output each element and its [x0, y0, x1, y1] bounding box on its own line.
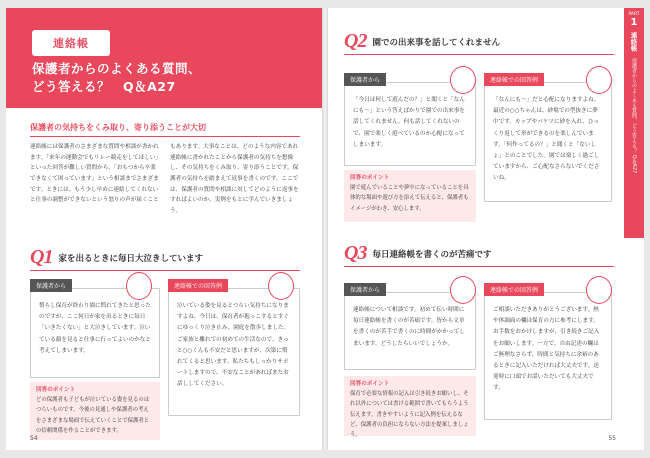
q2-answer-text: 「なんにも〜」だと心配になりますよね。最近の○○ちゃんは、砂場での型抜きに夢中です。カップやバケツに砂を入れ、ひっくり返して形ができるのを楽しんでいます。「何作ってるの？」と聞くと「ないしょ」とのことでした。園では楽しく過ごしていますから、ご心配なさらないでくださいね。	[493, 97, 600, 182]
q2-answer-card	[484, 77, 612, 202]
q1-heading	[30, 246, 203, 269]
intro-text	[30, 142, 300, 216]
q3-answer-card	[484, 287, 612, 420]
parent-avatar-icon	[126, 272, 152, 300]
q1-question: 家を出るときに毎日大泣きしています	[58, 253, 203, 264]
q1-point-label: 回答のポイント	[36, 387, 76, 393]
parent-avatar-icon	[450, 66, 476, 94]
q2-point-box	[344, 170, 476, 222]
teacher-avatar-icon	[586, 66, 612, 94]
q3-mark: Q3	[344, 242, 367, 264]
right-page	[328, 8, 644, 450]
title-line-1: 保護者からのよくある質問、	[32, 61, 202, 76]
q1-parent-text: 慣らし保育が終わり園に慣れてきたと思ったのですが、ここ何日か家を出るときに毎日「いきたくない」と大泣きしています。泣いている顔を見ると仕事に行ってよいのかなと考えてしまいます。	[39, 303, 151, 354]
q1-answer-text: 泣いている姿を見るとつらい気持ちになりますよね。今日は、保育者が抱っこするとすぐにゆっくり泣き止み、園庭を散歩しました。ご家族と離れての初めての生活なので、きっと○○くんも不安だと思いますが、次第に慣れてくると思います。私たちもしっかりサポートしますので、不安なことがあればまたお話ししてください。	[177, 303, 290, 388]
q3-point-box	[344, 376, 476, 439]
q1-parent-label: 保護者から	[30, 279, 72, 292]
lead-heading: 保護者の気持ちをくみ取り、寄り添うことが大切	[30, 122, 300, 137]
q2-question: 園での出来事を話してくれません	[372, 37, 500, 48]
q2-point-text: 園で遊んでいることや夢中になっていることを具体的な場面や遊び方を添えて伝えると、保護者もイメージがわき、安心します。	[350, 185, 469, 212]
q2-divider	[344, 54, 614, 55]
q2-parent-label: 保護者から	[344, 73, 386, 86]
q3-divider	[344, 266, 614, 267]
teacher-avatar-icon	[268, 272, 294, 300]
q3-point-text: 保育で必要な情報の記入は引き続きお願いし、それ以外については書ける範囲で書いてもらうよう伝えます。書きやすいように記入例を伝えるなど、保護者の負担にならない方法を提案しましょう。	[350, 391, 469, 439]
title-line-2: どう答える？ Q＆A27	[32, 79, 176, 95]
q2-heading	[344, 30, 500, 53]
q3-parent-card	[344, 287, 476, 370]
parent-avatar-icon	[450, 276, 476, 304]
intro-column-2: もあります。大事なことは、どのような内容であれ連絡帳に書かれたことから保護者の気持ちを想像し、その気持ちをくみ取り、寄り添うことです。保護者の気持ちを踏まえて返事を書くのです。ここでは、保護者の質問や相談に対してどのように返事をすればよいのか、実例をもとに学んでいきましょう。	[170, 144, 299, 214]
page-number: 55	[608, 435, 616, 442]
side-part-number: 1	[630, 17, 638, 28]
q3-parent-text: 連絡帳について相談です。初めて伝い時間に毎日連絡帳を書くのが苦痛です。皆から文章を書くのが苦手で書くのに時間がかかってしまいます。どうしたらいいでしょうか。	[353, 307, 465, 347]
q3-parent-label: 保護者から	[344, 283, 386, 296]
q3-heading	[344, 242, 491, 265]
page-number: 54	[30, 435, 38, 442]
q2-parent-text: 「今日は何して遊んだの？」と聞くと「なんにも〜」という答えばかりで園での出来事を話してくれません。何も話してくれないので、園で楽しく遊べているのか心配になってしまいます。	[353, 97, 465, 148]
q1-divider	[30, 270, 300, 271]
side-title: 保護者からのよくある質問、どう答える？ Q＆A27	[631, 57, 637, 173]
q2-parent-card	[344, 77, 476, 166]
q2-mark: Q2	[344, 30, 367, 52]
q3-answer-text: ご相談いただきありがとうございます。熱や体調面の欄は保育の方に参考にします。お手数をおかけしますが、引き続きご記入をお願いします。一方で、自由記述の欄はご無理なさらず、時間と気持ちに余裕のあるときに記入いただければ大丈夫です。送迎時に口頭でお話いただいても大丈夫です。	[493, 307, 600, 392]
q2-point-label: 回答のポイント	[350, 175, 390, 181]
q1-point-box	[30, 382, 160, 440]
page-title	[32, 60, 312, 96]
q1-answer-label: 連絡帳での回答例	[168, 279, 228, 292]
side-part-label: PART	[628, 12, 640, 17]
side-category: 連絡帳	[629, 32, 638, 52]
category-tab: 連絡帳	[32, 30, 110, 56]
q2-answer-label: 連絡帳での回答例	[484, 73, 544, 86]
chapter-side-tab	[624, 8, 644, 238]
q1-parent-card	[30, 283, 160, 378]
intro-column-1: 連絡帳には保護者のさまざまな質問や相談が書かれます。「来年の運動会でもリレー競走をしてほしい」といった回答が難しい質問から、「おもつから卒業できなくて困っています」という相談までさまざまです。ときには、もう少し早めに連絡してくれないと仕事の調整ができないという怒りの声が届くこと	[30, 144, 159, 204]
title-banner	[6, 8, 322, 108]
q3-point-label: 回答のポイント	[350, 381, 390, 387]
q1-mark: Q1	[30, 246, 53, 268]
q1-answer-card	[168, 283, 300, 416]
teacher-avatar-icon	[586, 276, 612, 304]
q3-question: 毎日連絡帳を書くのが苦痛です	[372, 249, 492, 260]
q1-point-text: どの保護者も子どもが泣いている姿を見るのはつらいものです。今後の見通しや保護者の考えをさまざまな場面で伝えていくことで保護者との信頼関係を作ることができます。	[36, 397, 150, 434]
left-page	[6, 8, 322, 450]
q3-answer-label: 連絡帳での回答例	[484, 283, 544, 296]
